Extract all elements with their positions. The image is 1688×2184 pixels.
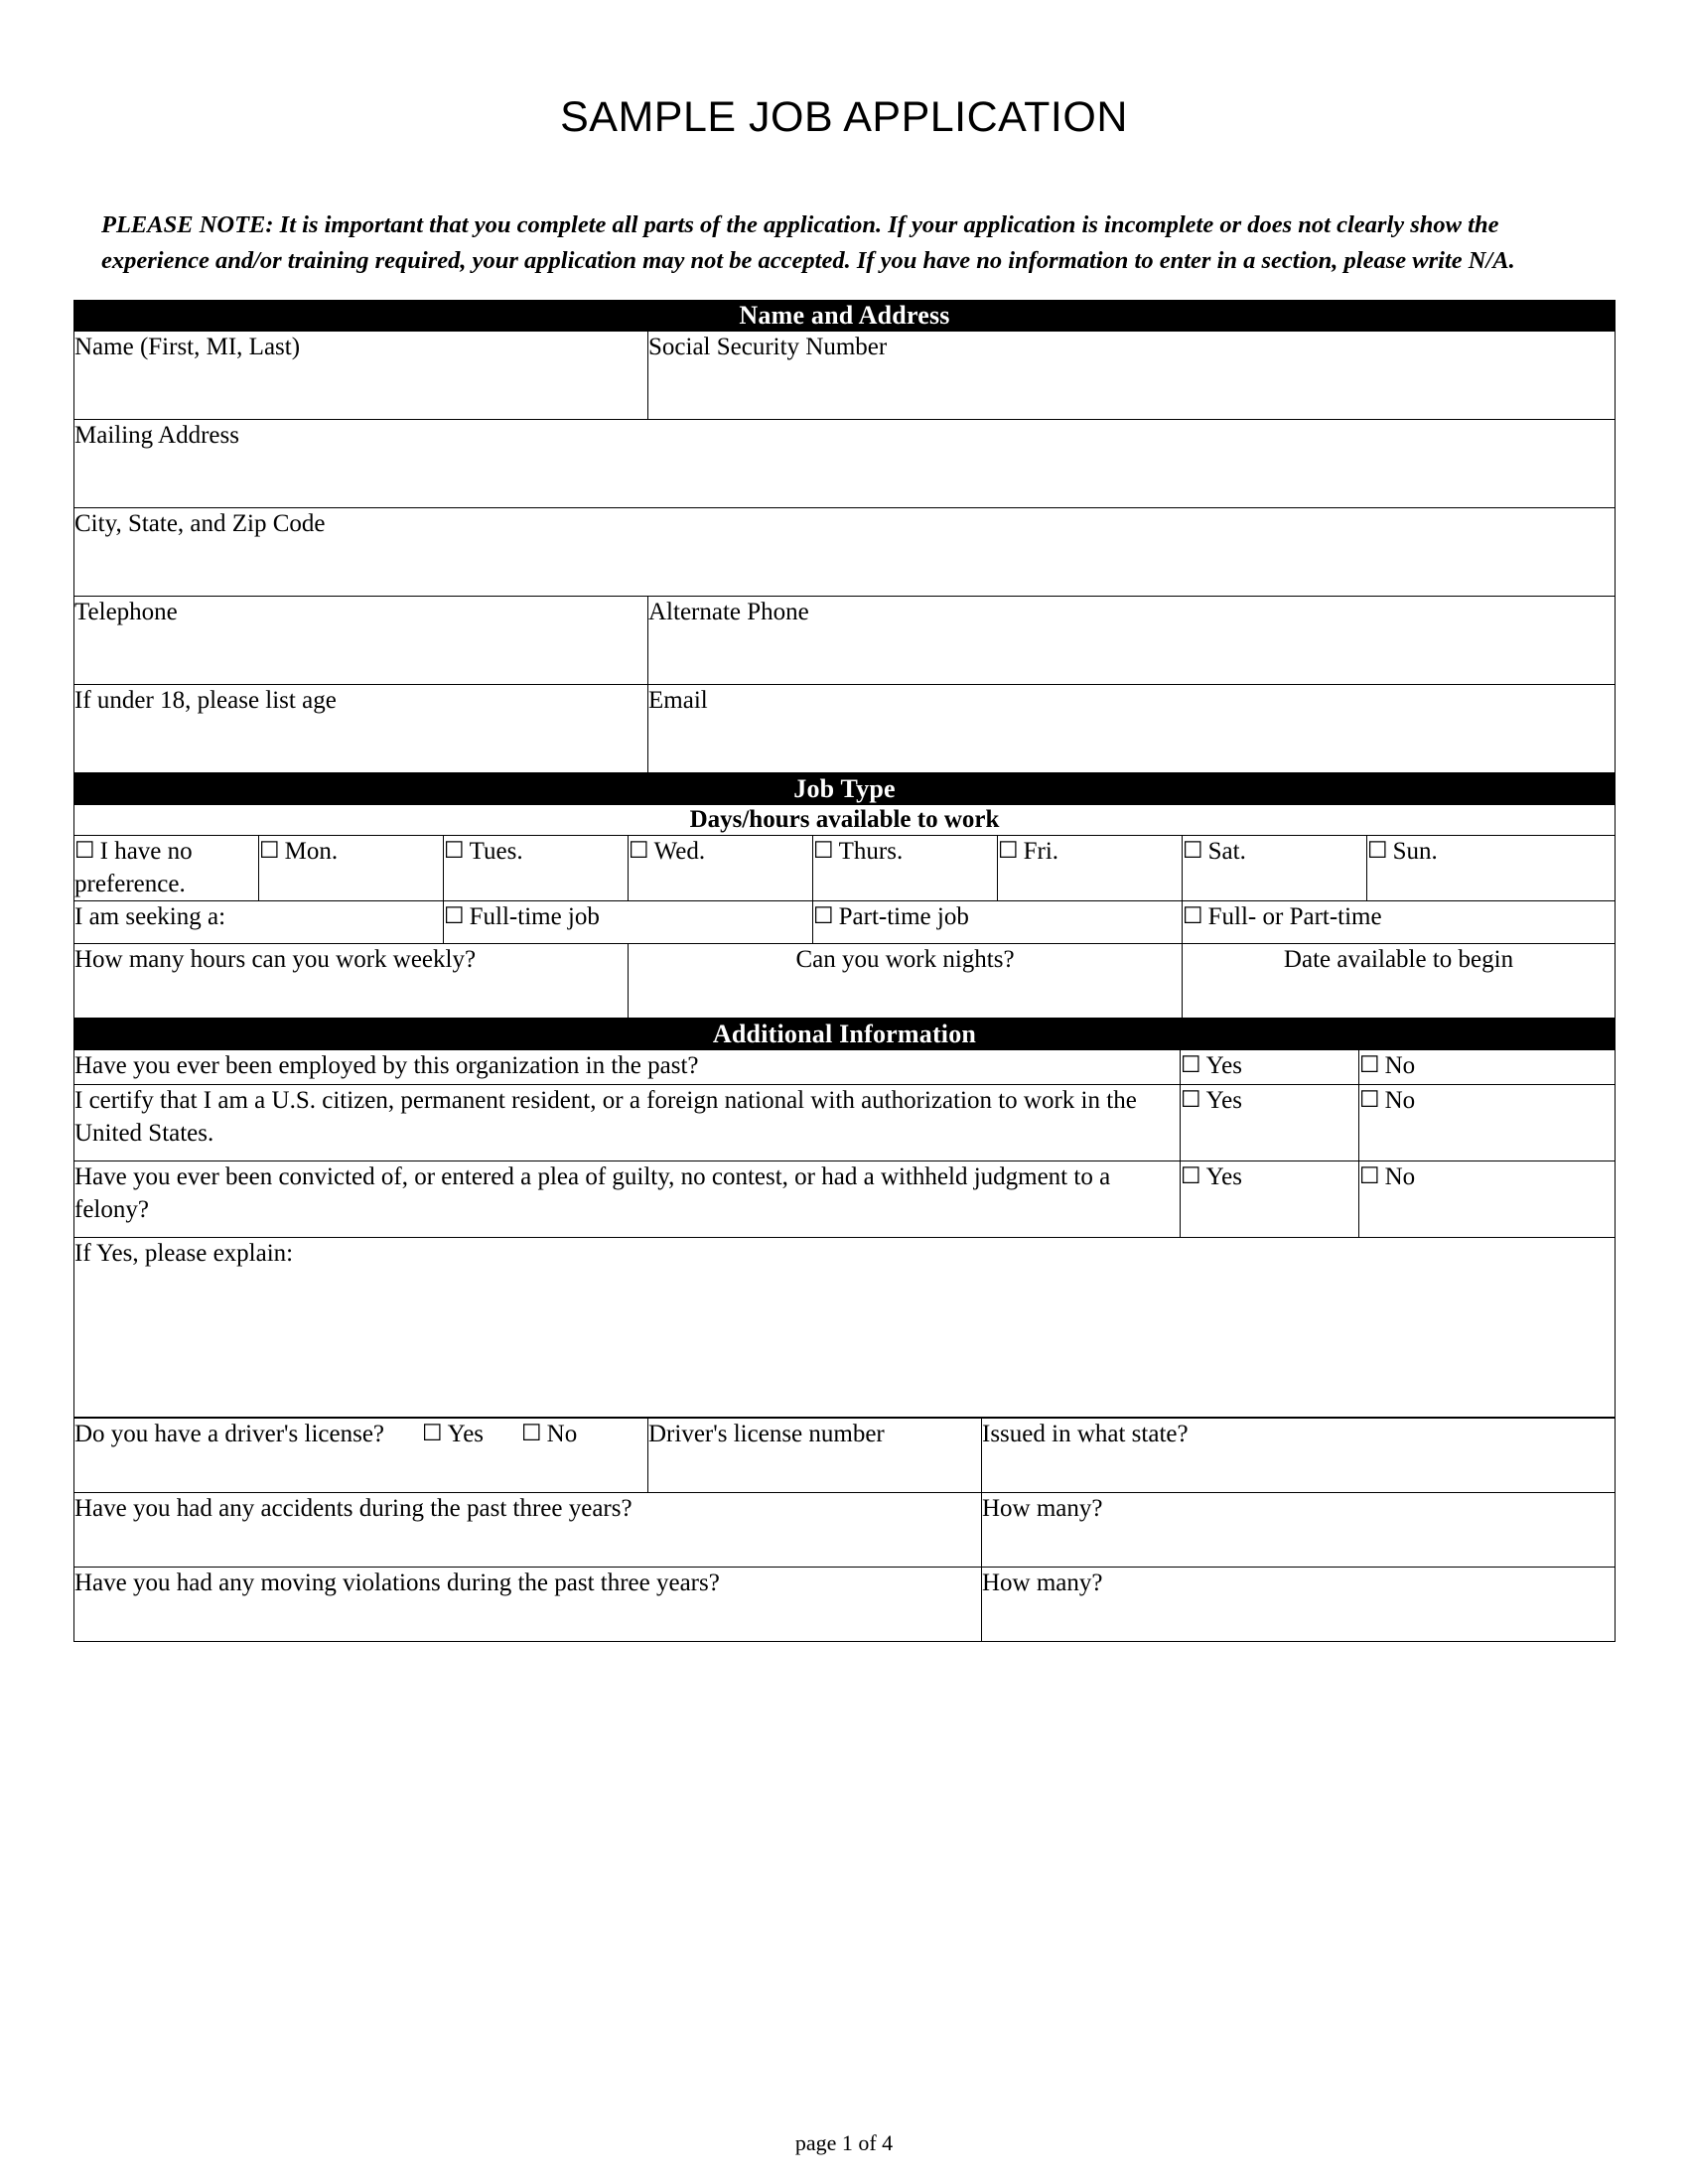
checkbox-wednesday[interactable] (629, 836, 813, 901)
field-hours-weekly[interactable]: How many hours can you work weekly? (74, 944, 629, 1019)
checkbox-part-time[interactable] (813, 901, 1183, 944)
table-row (74, 944, 1616, 1019)
checkbox-label: Sun. (1392, 838, 1438, 866)
checkbox-felony-no[interactable] (1359, 1161, 1616, 1238)
checkbox-employed-past-yes[interactable] (1181, 1050, 1359, 1085)
table-row (74, 420, 1616, 508)
checkbox-label: Mon. (284, 838, 339, 866)
checkbox-icon[interactable]: ☐ (629, 838, 649, 865)
drivers-license-label: Do you have a driver's license? (74, 1421, 385, 1448)
checkbox-label: No (1384, 1052, 1416, 1080)
field-accidents-how-many[interactable]: How many? (982, 1493, 1616, 1568)
checkbox-label: Yes (1205, 1052, 1243, 1080)
table-row (74, 597, 1616, 685)
question-citizenship: I certify that I am a U.S. citizen, permanent resident, or a foreign national with authorization to work in the United States. (74, 1085, 1181, 1161)
checkbox-label: Thurs. (838, 838, 904, 866)
checkbox-label: No (546, 1421, 578, 1448)
checkbox-label: Fri. (1023, 838, 1059, 866)
checkbox-icon[interactable]: ☐ (1359, 1163, 1380, 1190)
table-row (74, 836, 1616, 901)
table-row (74, 1050, 1616, 1085)
checkbox-label: Yes (1205, 1163, 1243, 1191)
checkbox-saturday[interactable] (1183, 836, 1367, 901)
checkbox-label: I have no preference. (74, 838, 193, 897)
table-row (74, 901, 1616, 944)
checkbox-drivers-license-yes[interactable] (422, 1419, 484, 1451)
checkbox-label: Sat. (1207, 838, 1246, 866)
checkbox-full-or-part-time[interactable] (1183, 901, 1616, 944)
field-ssn[interactable]: Social Security Number (648, 332, 1616, 420)
checkbox-icon[interactable]: ☐ (1367, 838, 1388, 865)
table-row (74, 1020, 1616, 1050)
section-heading-job-type: Job Type (74, 774, 1616, 805)
page-footer: page 1 of 4 (794, 2130, 894, 2155)
checkbox-friday[interactable] (998, 836, 1183, 901)
field-city-state-zip[interactable]: City, State, and Zip Code (74, 508, 1616, 597)
table-row (74, 685, 1616, 773)
checkbox-icon[interactable]: ☐ (444, 903, 465, 930)
checkbox-drivers-license-no[interactable] (521, 1419, 577, 1451)
question-accidents: Have you had any accidents during the past three years? (74, 1493, 982, 1568)
table-row (74, 1419, 1616, 1493)
field-if-yes-explain[interactable]: If Yes, please explain: (74, 1238, 1616, 1418)
question-employed-past: Have you ever been employed by this organization in the past? (74, 1050, 1181, 1085)
checkbox-sunday[interactable] (1367, 836, 1616, 901)
checkbox-citizenship-no[interactable] (1359, 1085, 1616, 1161)
checkbox-label: No (1384, 1163, 1416, 1191)
checkbox-label: No (1384, 1087, 1416, 1115)
table-row (74, 1238, 1616, 1418)
please-note-text: PLEASE NOTE: It is important that you complete all parts of the application. If your application is incomplete or does not clearly show the experience and/or training required, your application may not be accepted. If you have no information to enter in a section, please write N/A. (101, 211, 1515, 274)
field-name[interactable]: Name (First, MI, Last) (74, 332, 648, 420)
field-alternate-phone[interactable]: Alternate Phone (648, 597, 1616, 685)
field-issued-state[interactable]: Issued in what state? (982, 1419, 1616, 1493)
checkbox-icon[interactable]: ☐ (259, 838, 280, 865)
field-drivers-license[interactable] (74, 1419, 648, 1493)
field-violations-how-many[interactable]: How many? (982, 1568, 1616, 1642)
question-felony: Have you ever been convicted of, or entered a plea of guilty, no contest, or had a withheld judgment to a felony? (74, 1161, 1181, 1238)
label-seeking: I am seeking a: (74, 901, 444, 944)
checkbox-icon[interactable]: ☐ (1183, 903, 1203, 930)
table-row (74, 774, 1616, 805)
section-heading-name-address: Name and Address (74, 301, 1616, 332)
checkbox-no-preference[interactable] (74, 836, 259, 901)
table-row (74, 805, 1616, 836)
checkbox-icon[interactable]: ☐ (813, 838, 834, 865)
field-work-nights[interactable]: Can you work nights? (629, 944, 1183, 1019)
name-and-address-table (73, 300, 1616, 773)
checkbox-tuesday[interactable] (444, 836, 629, 901)
table-row (74, 332, 1616, 420)
checkbox-icon[interactable]: ☐ (1183, 838, 1203, 865)
page-title: SAMPLE JOB APPLICATION (560, 93, 1128, 141)
checkbox-icon[interactable]: ☐ (1181, 1087, 1201, 1114)
checkbox-label: Part-time job (838, 903, 969, 931)
checkbox-label: Yes (1205, 1087, 1243, 1115)
field-drivers-license-number[interactable]: Driver's license number (648, 1419, 982, 1493)
checkbox-icon[interactable]: ☐ (1359, 1052, 1380, 1079)
checkbox-felony-yes[interactable] (1181, 1161, 1359, 1238)
checkbox-icon[interactable]: ☐ (74, 838, 95, 865)
table-row (74, 1568, 1616, 1642)
checkbox-label: Yes (447, 1421, 485, 1448)
field-email[interactable]: Email (648, 685, 1616, 773)
table-row (74, 508, 1616, 597)
checkbox-label: Tues. (469, 838, 523, 866)
checkbox-icon[interactable]: ☐ (521, 1421, 542, 1447)
driving-record-table (73, 1418, 1616, 1642)
table-row (74, 1085, 1616, 1161)
field-mailing-address[interactable]: Mailing Address (74, 420, 1616, 508)
checkbox-icon[interactable]: ☐ (422, 1421, 443, 1447)
table-row (74, 1161, 1616, 1238)
checkbox-icon[interactable]: ☐ (1181, 1052, 1201, 1079)
additional-information-table (73, 1019, 1616, 1418)
question-moving-violations: Have you had any moving violations during the past three years? (74, 1568, 982, 1642)
checkbox-label: Full-time job (469, 903, 600, 931)
table-row (74, 1493, 1616, 1568)
checkbox-icon[interactable]: ☐ (1359, 1087, 1380, 1114)
section-heading-additional-information: Additional Information (74, 1020, 1616, 1050)
days-hours-subheading: Days/hours available to work (74, 805, 1616, 836)
checkbox-thursday[interactable] (813, 836, 998, 901)
field-date-available[interactable]: Date available to begin (1183, 944, 1616, 1019)
checkbox-icon[interactable]: ☐ (813, 903, 834, 930)
job-type-table (73, 773, 1616, 1019)
checkbox-full-time[interactable] (444, 901, 813, 944)
checkbox-icon[interactable]: ☐ (444, 838, 465, 865)
checkbox-label: Wed. (653, 838, 706, 866)
checkbox-citizenship-yes[interactable] (1181, 1085, 1359, 1161)
checkbox-icon[interactable]: ☐ (1181, 1163, 1201, 1190)
checkbox-employed-past-no[interactable] (1359, 1050, 1616, 1085)
checkbox-icon[interactable]: ☐ (998, 838, 1019, 865)
field-under18-age[interactable]: If under 18, please list age (74, 685, 648, 773)
table-row (74, 301, 1616, 332)
checkbox-label: Full- or Part-time (1207, 903, 1382, 931)
field-telephone[interactable]: Telephone (74, 597, 648, 685)
checkbox-monday[interactable] (259, 836, 444, 901)
